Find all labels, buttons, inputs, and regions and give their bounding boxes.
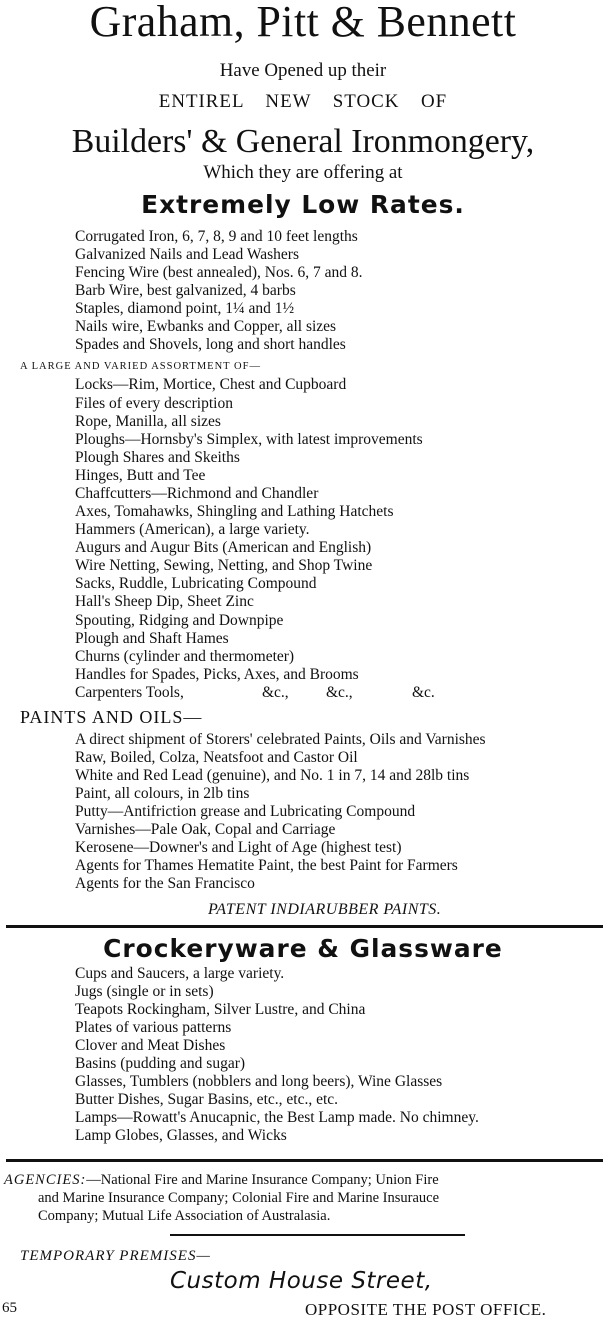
trade-heading: Builders' & General Ironmongery, — [71, 123, 535, 160]
carpenters-etc: &c. — [412, 684, 435, 701]
carpenters-etc: &c., — [262, 684, 289, 701]
premises-label: TEMPORARY PREMISES— — [20, 1248, 211, 1264]
page-number: 65 — [2, 1300, 17, 1316]
assortment-intro: A LARGE AND VARIED ASSORTMENT OF— — [20, 361, 261, 372]
crockery-item: Basins (pudding and sugar) — [75, 1055, 246, 1072]
location-note: OPPOSITE THE POST OFFICE. — [305, 1300, 547, 1319]
crockery-item: Cups and Saucers, a large variety. — [75, 965, 285, 982]
paints-item: Paint, all colours, in 2lb tins — [75, 785, 250, 802]
assortment-item: Plough Shares and Skeiths — [75, 449, 240, 466]
assortment-item: Hammers (American), a large variety. — [75, 521, 310, 538]
ironmongery-item: Nails wire, Ewbanks and Copper, all sizes — [75, 318, 337, 335]
paints-item: White and Red Lead (genuine), and No. 1 in 7, 14 and 28lb tins — [75, 767, 470, 784]
agencies-line-2: and Marine Insurance Company; Colonial Fire and Marine Insurauce — [38, 1190, 440, 1206]
paints-item: Agents for the San Francisco — [75, 875, 255, 892]
paints-heading: PAINTS AND OILS— — [20, 707, 203, 727]
assortment-item: Files of every description — [75, 395, 233, 412]
section-divider — [6, 925, 603, 928]
crockery-item: Jugs (single or in sets) — [75, 983, 214, 1000]
paints-item: Putty—Antifriction grease and Lubricating Compound — [75, 803, 416, 820]
agencies-label: AGENCIES: — [4, 1172, 87, 1188]
paints-item: A direct shipment of Storers' celebrated Paints, Oils and Varnishes — [75, 731, 486, 748]
firm-name: Graham, Pitt & Bennett — [89, 0, 517, 46]
paints-item: Agents for Thames Hematite Paint, the best Paint for Farmers — [75, 857, 458, 874]
offering-line: Which they are offering at — [203, 162, 403, 183]
ironmongery-item: Barb Wire, best galvanized, 4 barbs — [75, 282, 296, 299]
assortment-item: Augurs and Augur Bits (American and English) — [75, 539, 372, 556]
agencies-line-3: Company; Mutual Life Association of Australasia. — [38, 1208, 331, 1224]
paints-item: Varnishes—Pale Oak, Copal and Carriage — [75, 821, 336, 838]
crockery-item: Lamps—Rowatt's Anucapnic, the Best Lamp made. No chimney. — [75, 1109, 479, 1126]
crockery-item: Teapots Rockingham, Silver Lustre, and China — [75, 1001, 366, 1018]
assortment-item: Sacks, Ruddle, Lubricating Compound — [75, 575, 317, 592]
ironmongery-item: Corrugated Iron, 6, 7, 8, 9 and 10 feet lengths — [75, 228, 358, 245]
assortment-item: Locks—Rim, Mortice, Chest and Cupboard — [75, 376, 347, 393]
crockery-item: Lamp Globes, Glasses, and Wicks — [75, 1127, 287, 1144]
rates-heading: Extremely Low Rates. — [141, 190, 465, 219]
crockery-item: Glasses, Tumblers (nobblers and long beers), Wine Glasses — [75, 1073, 443, 1090]
tagline: Have Opened up their — [219, 60, 387, 81]
street-address: Custom House Street, — [170, 1268, 433, 1294]
agencies-text: —National Fire and Marine Insurance Company; Union Fire — [86, 1172, 439, 1188]
ironmongery-item: Galvanized Nails and Lead Washers — [75, 246, 299, 263]
section-divider — [6, 1159, 603, 1162]
paints-item: Kerosene—Downer's and Light of Age (highest test) — [75, 839, 402, 856]
stock-line: ENTIREL NEW STOCK OF — [158, 91, 448, 112]
paints-footer: PATENT INDIARUBBER PAINTS. — [208, 901, 442, 918]
carpenters-etc: &c., — [326, 684, 353, 701]
crockery-heading: Crockeryware & Glassware — [103, 934, 503, 963]
ironmongery-item: Spades and Shovels, long and short handles — [75, 336, 346, 353]
carpenters-tools: Carpenters Tools, — [75, 684, 184, 701]
assortment-item: Rope, Manilla, all sizes — [75, 413, 221, 430]
assortment-item: Hinges, Butt and Tee — [75, 467, 206, 484]
assortment-item: Churns (cylinder and thermometer) — [75, 648, 295, 665]
assortment-item: Hall's Sheep Dip, Sheet Zinc — [75, 593, 254, 610]
paints-item: Raw, Boiled, Colza, Neatsfoot and Castor Oil — [75, 749, 358, 766]
short-divider — [170, 1234, 465, 1236]
assortment-item: Chaffcutters—Richmond and Chandler — [75, 485, 319, 502]
crockery-item: Clover and Meat Dishes — [75, 1037, 226, 1054]
crockery-item: Butter Dishes, Sugar Basins, etc., etc., etc. — [75, 1091, 339, 1108]
agencies-line-1 — [4, 1172, 439, 1189]
assortment-item: Handles for Spades, Picks, Axes, and Brooms — [75, 666, 359, 683]
assortment-item: Plough and Shaft Hames — [75, 630, 229, 647]
assortment-item: Axes, Tomahawks, Shingling and Lathing Hatchets — [75, 503, 394, 520]
ironmongery-item: Fencing Wire (best annealed), Nos. 6, 7 and 8. — [75, 264, 363, 281]
crockery-item: Plates of various patterns — [75, 1019, 232, 1036]
assortment-item: Ploughs—Hornsby's Simplex, with latest improvements — [75, 431, 423, 448]
ironmongery-item: Staples, diamond point, 1¼ and 1½ — [75, 300, 295, 317]
assortment-item: Spouting, Ridging and Downpipe — [75, 612, 284, 629]
assortment-item: Wire Netting, Sewing, Netting, and Shop Twine — [75, 557, 373, 574]
